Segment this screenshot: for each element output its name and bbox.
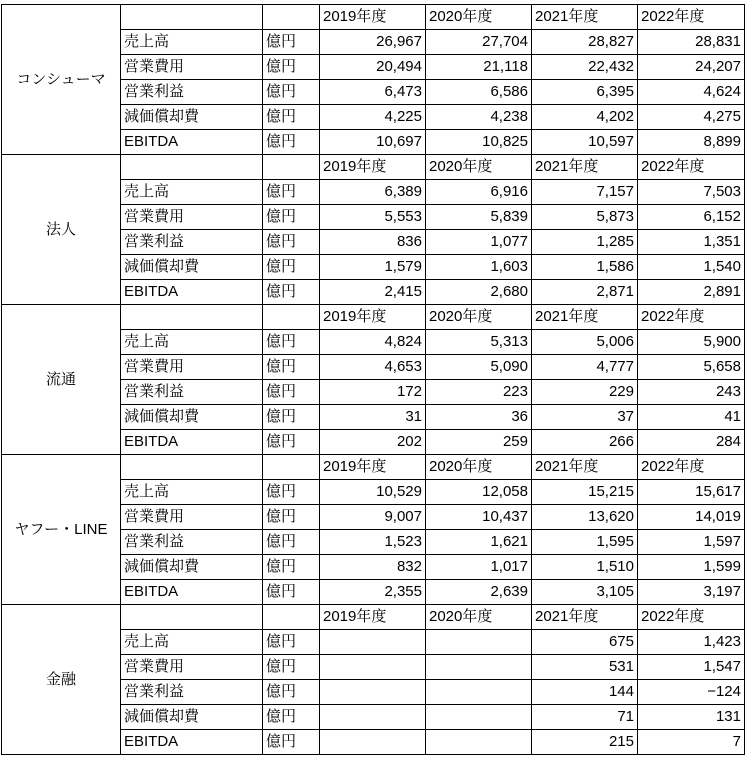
value-cell: 5,313 (426, 330, 532, 355)
metric-label: 営業費用 (121, 505, 263, 530)
header-blank-unit (263, 305, 320, 330)
unit-cell: 億円 (263, 80, 320, 105)
metric-label: 売上高 (121, 180, 263, 205)
metric-label: EBITDA (121, 130, 263, 155)
value-cell: 28,831 (638, 30, 745, 55)
value-cell: 5,090 (426, 355, 532, 380)
metric-label: EBITDA (121, 580, 263, 605)
value-cell: 15,617 (638, 480, 745, 505)
value-cell (320, 680, 426, 705)
metric-label: 営業費用 (121, 355, 263, 380)
value-cell: 6,389 (320, 180, 426, 205)
value-cell: 12,058 (426, 480, 532, 505)
value-cell: 9,007 (320, 505, 426, 530)
value-cell: 836 (320, 230, 426, 255)
year-header: 2019年度 (320, 5, 426, 30)
unit-cell: 億円 (263, 480, 320, 505)
value-cell: 28,827 (532, 30, 638, 55)
value-cell: 259 (426, 430, 532, 455)
value-cell: 202 (320, 430, 426, 455)
unit-cell: 億円 (263, 730, 320, 755)
value-cell: 5,553 (320, 205, 426, 230)
value-cell: 10,597 (532, 130, 638, 155)
value-cell: 26,967 (320, 30, 426, 55)
header-blank-unit (263, 605, 320, 630)
value-cell (426, 705, 532, 730)
year-header: 2022年度 (638, 155, 745, 180)
value-cell (320, 655, 426, 680)
value-cell: 4,238 (426, 105, 532, 130)
unit-cell: 億円 (263, 405, 320, 430)
value-cell: 1,017 (426, 555, 532, 580)
unit-cell: 億円 (263, 355, 320, 380)
value-cell: 4,777 (532, 355, 638, 380)
segment-header-row (2, 305, 745, 330)
unit-cell: 億円 (263, 705, 320, 730)
value-cell: 6,473 (320, 80, 426, 105)
value-cell: 1,603 (426, 255, 532, 280)
value-cell: 20,494 (320, 55, 426, 80)
value-cell: 41 (638, 405, 745, 430)
value-cell: 675 (532, 630, 638, 655)
value-cell: 215 (532, 730, 638, 755)
year-header: 2021年度 (532, 5, 638, 30)
header-blank-label (121, 455, 263, 480)
segment-name: 法人 (2, 155, 121, 305)
header-blank-unit (263, 455, 320, 480)
value-cell: 1,597 (638, 530, 745, 555)
unit-cell: 億円 (263, 630, 320, 655)
year-header: 2020年度 (426, 455, 532, 480)
unit-cell: 億円 (263, 105, 320, 130)
value-cell: 14,019 (638, 505, 745, 530)
unit-cell: 億円 (263, 180, 320, 205)
value-cell: 10,529 (320, 480, 426, 505)
metric-label: EBITDA (121, 430, 263, 455)
unit-cell: 億円 (263, 505, 320, 530)
value-cell (426, 630, 532, 655)
value-cell: 284 (638, 430, 745, 455)
value-cell: 1,351 (638, 230, 745, 255)
metric-label: 売上高 (121, 30, 263, 55)
value-cell: 1,077 (426, 230, 532, 255)
unit-cell: 億円 (263, 430, 320, 455)
value-cell: 4,624 (638, 80, 745, 105)
value-cell: 6,586 (426, 80, 532, 105)
value-cell: 1,579 (320, 255, 426, 280)
header-blank-label (121, 605, 263, 630)
value-cell: 144 (532, 680, 638, 705)
value-cell: 229 (532, 380, 638, 405)
value-cell: 10,437 (426, 505, 532, 530)
value-cell: 5,006 (532, 330, 638, 355)
metric-label: 営業利益 (121, 530, 263, 555)
value-cell: 3,197 (638, 580, 745, 605)
value-cell: 2,680 (426, 280, 532, 305)
unit-cell: 億円 (263, 130, 320, 155)
header-blank-unit (263, 155, 320, 180)
year-header: 2020年度 (426, 305, 532, 330)
value-cell: 1,540 (638, 255, 745, 280)
value-cell: 223 (426, 380, 532, 405)
metric-label: 営業利益 (121, 230, 263, 255)
value-cell: 5,900 (638, 330, 745, 355)
year-header: 2021年度 (532, 455, 638, 480)
value-cell: 15,215 (532, 480, 638, 505)
value-cell: 5,839 (426, 205, 532, 230)
unit-cell: 億円 (263, 55, 320, 80)
unit-cell: 億円 (263, 555, 320, 580)
unit-cell: 億円 (263, 255, 320, 280)
year-header: 2020年度 (426, 605, 532, 630)
year-header: 2022年度 (638, 455, 745, 480)
value-cell: 71 (532, 705, 638, 730)
value-cell: 1,523 (320, 530, 426, 555)
value-cell: 3,105 (532, 580, 638, 605)
year-header: 2020年度 (426, 155, 532, 180)
metric-label: 減価償却費 (121, 555, 263, 580)
value-cell: 832 (320, 555, 426, 580)
value-cell: −124 (638, 680, 745, 705)
value-cell: 5,873 (532, 205, 638, 230)
value-cell (320, 730, 426, 755)
header-blank-label (121, 5, 263, 30)
segment-name: 金融 (2, 605, 121, 755)
metric-label: 減価償却費 (121, 405, 263, 430)
unit-cell: 億円 (263, 680, 320, 705)
unit-cell: 億円 (263, 380, 320, 405)
segment-header-row (2, 155, 745, 180)
value-cell: 24,207 (638, 55, 745, 80)
metric-label: 売上高 (121, 330, 263, 355)
value-cell: 4,653 (320, 355, 426, 380)
value-cell: 6,916 (426, 180, 532, 205)
value-cell: 1,285 (532, 230, 638, 255)
value-cell: 172 (320, 380, 426, 405)
value-cell: 13,620 (532, 505, 638, 530)
value-cell (320, 630, 426, 655)
segment-name: コンシューマ (2, 5, 121, 155)
value-cell: 1,621 (426, 530, 532, 555)
metric-label: 減価償却費 (121, 705, 263, 730)
metric-label: 営業費用 (121, 55, 263, 80)
metric-label: 減価償却費 (121, 105, 263, 130)
segment-name: 流通 (2, 305, 121, 455)
value-cell: 21,118 (426, 55, 532, 80)
value-cell: 1,599 (638, 555, 745, 580)
segment-financials-table (1, 4, 745, 755)
value-cell: 4,202 (532, 105, 638, 130)
value-cell: 1,510 (532, 555, 638, 580)
value-cell: 8,899 (638, 130, 745, 155)
unit-cell: 億円 (263, 30, 320, 55)
year-header: 2021年度 (532, 605, 638, 630)
unit-cell: 億円 (263, 330, 320, 355)
unit-cell: 億円 (263, 530, 320, 555)
year-header: 2021年度 (532, 305, 638, 330)
value-cell (426, 680, 532, 705)
metric-label: 営業利益 (121, 80, 263, 105)
segment-header-row (2, 5, 745, 30)
value-cell: 10,697 (320, 130, 426, 155)
unit-cell: 億円 (263, 230, 320, 255)
segment-header-row (2, 605, 745, 630)
header-blank-unit (263, 5, 320, 30)
value-cell: 7 (638, 730, 745, 755)
metric-label: EBITDA (121, 280, 263, 305)
value-cell: 5,658 (638, 355, 745, 380)
value-cell: 10,825 (426, 130, 532, 155)
metric-label: 減価償却費 (121, 255, 263, 280)
value-cell: 36 (426, 405, 532, 430)
metric-label: 営業費用 (121, 655, 263, 680)
value-cell: 2,891 (638, 280, 745, 305)
value-cell: 4,275 (638, 105, 745, 130)
value-cell: 1,547 (638, 655, 745, 680)
value-cell (426, 655, 532, 680)
year-header: 2019年度 (320, 305, 426, 330)
table-body (2, 5, 745, 755)
unit-cell: 億円 (263, 655, 320, 680)
value-cell: 31 (320, 405, 426, 430)
metric-label: 営業利益 (121, 380, 263, 405)
value-cell: 27,704 (426, 30, 532, 55)
value-cell: 266 (532, 430, 638, 455)
year-header: 2022年度 (638, 605, 745, 630)
segment-header-row (2, 455, 745, 480)
metric-label: 営業費用 (121, 205, 263, 230)
value-cell: 4,824 (320, 330, 426, 355)
value-cell: 2,415 (320, 280, 426, 305)
segment-name: ヤフー・LINE (2, 455, 121, 605)
value-cell: 7,503 (638, 180, 745, 205)
unit-cell: 億円 (263, 280, 320, 305)
header-blank-label (121, 305, 263, 330)
year-header: 2022年度 (638, 5, 745, 30)
value-cell: 131 (638, 705, 745, 730)
year-header: 2019年度 (320, 455, 426, 480)
metric-label: 売上高 (121, 480, 263, 505)
year-header: 2020年度 (426, 5, 532, 30)
year-header: 2021年度 (532, 155, 638, 180)
value-cell: 2,871 (532, 280, 638, 305)
value-cell (426, 730, 532, 755)
value-cell: 1,595 (532, 530, 638, 555)
metric-label: 売上高 (121, 630, 263, 655)
header-blank-label (121, 155, 263, 180)
metric-label: 営業利益 (121, 680, 263, 705)
metric-label: EBITDA (121, 730, 263, 755)
value-cell: 2,639 (426, 580, 532, 605)
unit-cell: 億円 (263, 205, 320, 230)
unit-cell: 億円 (263, 580, 320, 605)
value-cell: 6,395 (532, 80, 638, 105)
value-cell: 1,586 (532, 255, 638, 280)
value-cell: 243 (638, 380, 745, 405)
value-cell: 7,157 (532, 180, 638, 205)
value-cell (320, 705, 426, 730)
year-header: 2019年度 (320, 605, 426, 630)
year-header: 2022年度 (638, 305, 745, 330)
value-cell: 37 (532, 405, 638, 430)
value-cell: 6,152 (638, 205, 745, 230)
value-cell: 2,355 (320, 580, 426, 605)
year-header: 2019年度 (320, 155, 426, 180)
value-cell: 4,225 (320, 105, 426, 130)
value-cell: 1,423 (638, 630, 745, 655)
value-cell: 531 (532, 655, 638, 680)
value-cell: 22,432 (532, 55, 638, 80)
